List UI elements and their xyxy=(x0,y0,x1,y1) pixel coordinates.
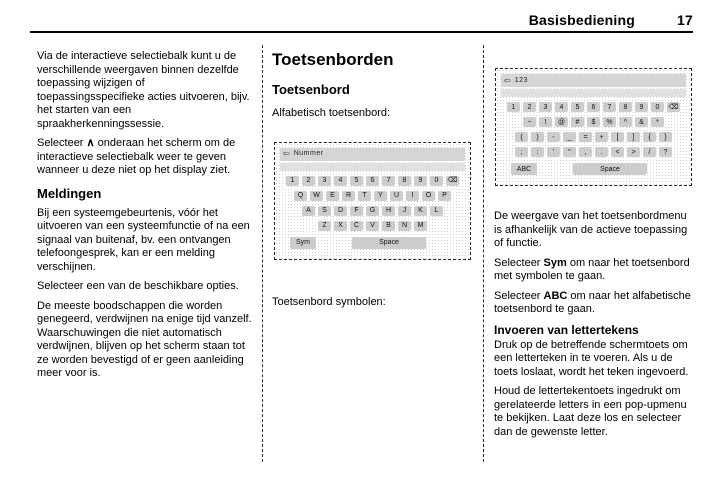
keyboard-key-row xyxy=(501,102,686,112)
keyboard-key: L xyxy=(430,206,443,216)
text-segment: Selecteer xyxy=(37,137,87,149)
caption-alphabetic-keyboard: Alfabetisch toetsenbord: xyxy=(272,107,391,119)
keyboard-key: M xyxy=(414,221,427,231)
paragraph-invoeren-2: Houd de lettertekentoets ingedrukt om gerelateerde letters in een pop-upmenu te bekijken. Laat deze los en selecteer dan de gewenste letter. xyxy=(494,385,687,438)
keyboard-key: @ xyxy=(555,117,568,127)
figure-symbols-keyboard xyxy=(495,68,692,186)
keyboard-key-row xyxy=(501,132,686,142)
keyboard-key: - xyxy=(547,132,560,142)
mode-key: Sym xyxy=(290,237,316,249)
keyboard-key: K xyxy=(414,206,427,216)
keyboard-key: . xyxy=(595,147,608,157)
keyboard-key-row xyxy=(280,206,465,216)
keyboard-key: 0 xyxy=(430,176,443,186)
keyboard-key-row xyxy=(501,147,686,157)
keyboard-key: [ xyxy=(611,132,624,142)
heading-invoeren-lettertekens: Invoeren van lettertekens xyxy=(494,322,639,337)
paragraph-selecteer-chevron xyxy=(37,137,253,178)
keyboard-key: 4 xyxy=(555,102,568,112)
back-arrow-icon: ⇦ xyxy=(283,149,290,158)
keyboard-key-row xyxy=(280,191,465,201)
heading-meldingen: Meldingen xyxy=(37,185,102,201)
keyboard-key: 6 xyxy=(366,176,379,186)
keyboard-key: 3 xyxy=(539,102,552,112)
keyboard-key: ? xyxy=(659,147,672,157)
keyboard-key-row xyxy=(280,176,465,186)
keyboard-key-row xyxy=(501,117,686,127)
text-segment: Selecteer xyxy=(494,256,544,269)
keyboard-key: 9 xyxy=(635,102,648,112)
keyboard-key: : xyxy=(531,147,544,157)
caption-symbols-keyboard: Toetsenbord symbolen: xyxy=(272,295,386,308)
right-column xyxy=(494,50,694,445)
keyboard-key: 4 xyxy=(334,176,347,186)
keyboard-key: N xyxy=(398,221,411,231)
keyboard-key: + xyxy=(595,132,608,142)
keyboard-key: & xyxy=(635,117,648,127)
keyboard-key: U xyxy=(390,191,403,201)
keyboard-key: # xyxy=(571,117,584,127)
keyboard-key: 1 xyxy=(507,102,520,112)
keyboard-key-row xyxy=(280,221,465,231)
back-arrow-icon: ⇦ xyxy=(504,75,511,85)
keyboard-key: 9 xyxy=(414,176,427,186)
page-header xyxy=(30,12,693,33)
space-key: Space xyxy=(352,237,426,249)
space-key: Space xyxy=(573,163,647,175)
keyboard-key: J xyxy=(398,206,411,216)
keyboard-key: A xyxy=(302,206,315,216)
column-separator xyxy=(262,45,263,462)
keyboard-key: = xyxy=(579,132,592,142)
keyboard-title-bar xyxy=(501,74,686,87)
keyboard-key: 1 xyxy=(286,176,299,186)
keyboard-key: ⌫ xyxy=(447,177,458,184)
middle-column xyxy=(272,50,473,315)
keyboard-key: $ xyxy=(587,117,600,127)
keyboard-key: ! xyxy=(539,117,552,127)
keyboard-key: } xyxy=(659,132,672,142)
keyboard-key: 3 xyxy=(318,176,331,186)
figure-alphabetic-keyboard xyxy=(274,142,471,260)
keyboard-key: 2 xyxy=(302,176,315,186)
keyboard-key: Z xyxy=(318,221,331,231)
keyboard-key: G xyxy=(366,206,379,216)
paragraph-selecteer-abc xyxy=(494,290,694,317)
keyboard-key: ~ xyxy=(523,117,536,127)
keyboard-key: " xyxy=(563,147,576,157)
keyboard-key: , xyxy=(579,147,592,157)
keyboard-bottom-row xyxy=(501,163,686,175)
keyboard-key: ⌫ xyxy=(668,103,679,111)
keyboard-key: O xyxy=(422,191,435,201)
keyboard-key: 5 xyxy=(350,176,363,186)
keyboard-key: I xyxy=(406,191,419,201)
paragraph-selectiebalk: Via de interactieve selectiebalk kunt u de verschillende weergaven binnen dezelfde toepassing wijzigen of toepassingsspecifieke acties uitvoeren, bijv. het starten van een spraakherkenningssessie. xyxy=(37,50,250,130)
mode-key: ABC xyxy=(511,163,537,175)
keyboard-key: / xyxy=(643,147,656,157)
keyboard-key: ] xyxy=(627,132,640,142)
keyboard-title-bar xyxy=(280,148,465,161)
keyboard-key: < xyxy=(611,147,624,157)
keyboard-key: 0 xyxy=(651,102,664,112)
paragraph-invoeren-1: Druk op de betreffende schermtoets om een letterteken in te voeren. Als u de toets loslaat, wordt het teken ingevoerd. xyxy=(494,338,689,378)
keyboard-key: C xyxy=(350,221,363,231)
keyboard-key: ) xyxy=(531,132,544,142)
text-segment: om naar het toetsenbord met symbolen te gaan. xyxy=(494,256,690,282)
keyboard-key: D xyxy=(334,206,347,216)
keyboard-key: B xyxy=(382,221,395,231)
keyboard-key: Y xyxy=(374,191,387,201)
keyboard-key: W xyxy=(310,191,323,201)
keyboard-key: > xyxy=(627,147,640,157)
keyboard-key: T xyxy=(358,191,371,201)
abc-key-label: ABC xyxy=(543,289,568,302)
keyboard-field-label: Nummer xyxy=(293,150,324,158)
keyboard-field-label: 123 xyxy=(514,76,528,84)
text-entry-area xyxy=(280,163,465,171)
chevron-up-symbol: ∧ xyxy=(86,137,95,149)
keyboard-key: X xyxy=(334,221,347,231)
heading-toetsenbord: Toetsenbord xyxy=(272,82,350,97)
text-segment: om naar het alfabetische toetsenbord te gaan. xyxy=(494,289,691,315)
keyboard-key: _ xyxy=(563,132,576,142)
keyboard-key: H xyxy=(382,206,395,216)
text-entry-area xyxy=(501,89,686,97)
keyboard-key: 8 xyxy=(398,176,411,186)
sym-key-label: Sym xyxy=(543,256,567,269)
keyboard-key: { xyxy=(643,132,656,142)
heading-toetsenborden: Toetsenborden xyxy=(272,50,394,69)
left-column xyxy=(37,50,253,387)
keyboard-key: F xyxy=(350,206,363,216)
keyboard-key: R xyxy=(342,191,355,201)
paragraph-weergave: De weergave van het toetsenbordmenu is afhankelijk van de actieve toepassing of functie. xyxy=(494,210,688,249)
paragraph-meldingen-2: Selecteer een van de beschikbare opties. xyxy=(37,280,239,292)
keyboard-key: ' xyxy=(547,147,560,157)
keyboard-key: ; xyxy=(515,147,528,157)
keyboard-key: E xyxy=(326,191,339,201)
keyboard-key: 7 xyxy=(382,176,395,186)
text-segment: Selecteer xyxy=(494,289,544,302)
keyboard-key: ( xyxy=(515,132,528,142)
page-number: 17 xyxy=(677,12,693,28)
column-separator xyxy=(483,45,484,462)
keyboard-key: * xyxy=(651,117,664,127)
keyboard-key: 7 xyxy=(603,102,616,112)
keyboard-key: S xyxy=(318,206,331,216)
keyboard-bottom-row xyxy=(280,237,465,249)
keyboard-key: % xyxy=(603,117,616,127)
keyboard-key: ^ xyxy=(619,117,632,127)
keyboard-key: 2 xyxy=(523,102,536,112)
keyboard-key: P xyxy=(438,191,451,201)
keyboard-key: V xyxy=(366,221,379,231)
paragraph-selecteer-sym xyxy=(494,257,694,284)
paragraph-meldingen-3: De meeste boodschappen die worden genegeerd, verdwijnen na enige tijd vanzelf. Waarschuwingen die niet automatisch verdwijnen, blijven op het scherm staan tot ze worden bevestigd of er geen aanleiding meer voor is. xyxy=(37,299,252,379)
text-segment: onderaan het scherm om de interactieve selectiebalk weer te geven wanneer u deze niet op het display ziet. xyxy=(37,137,236,176)
section-title: Basisbediening xyxy=(528,12,636,28)
keyboard-key: 6 xyxy=(587,102,600,112)
keyboard-key: 5 xyxy=(571,102,584,112)
paragraph-meldingen-1: Bij een systeemgebeurtenis, vóór het uitvoeren van een systeemfunctie of na een signaal van buitenaf, bv. een ontvangen telefoongesprek, kan er een melding verschijnen. xyxy=(37,206,250,273)
keyboard-key: 8 xyxy=(619,102,632,112)
keyboard-key: Q xyxy=(294,191,307,201)
